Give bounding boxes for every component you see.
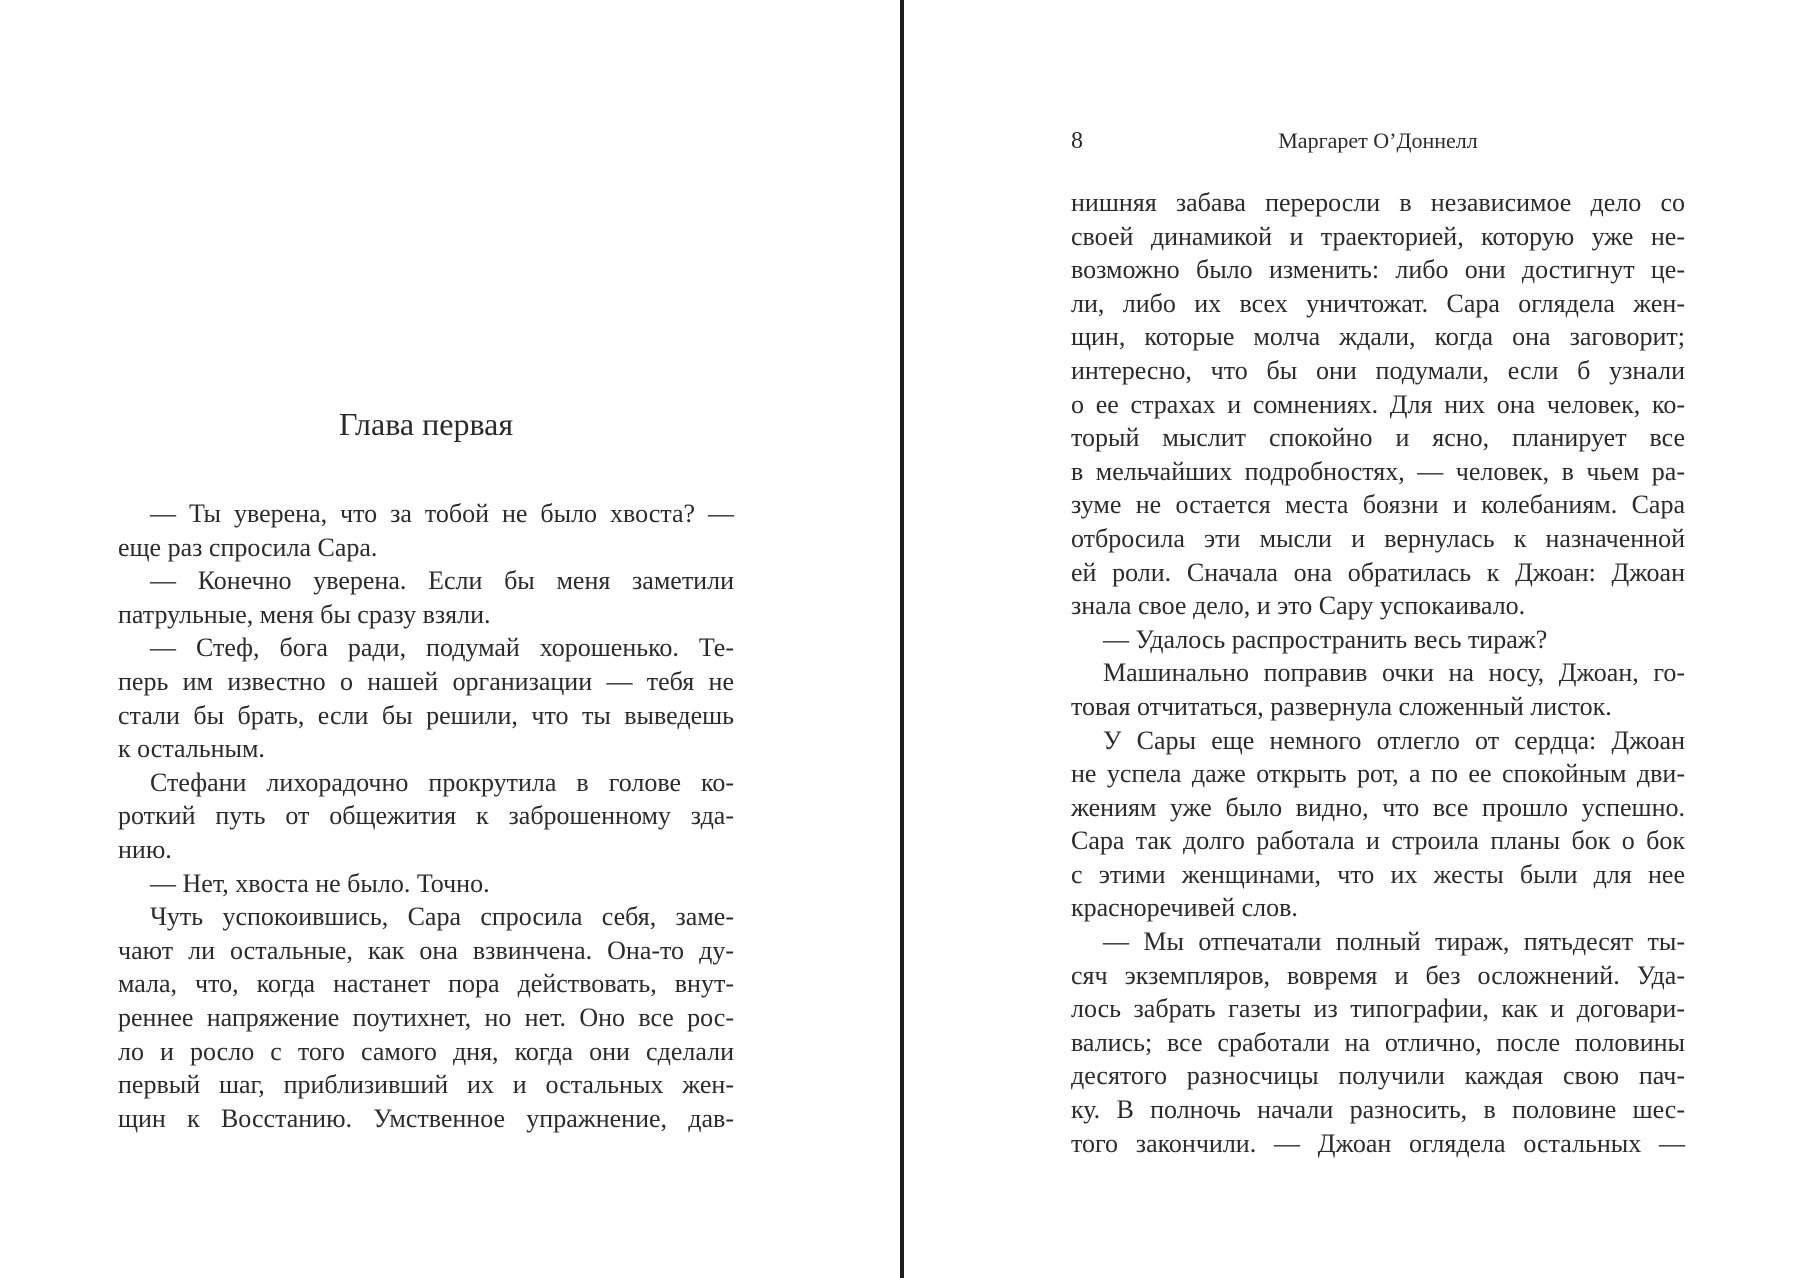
text-line: стали бы брать, если бы решили, что ты выведешь	[118, 700, 734, 730]
right-page-body	[1071, 186, 1685, 1160]
text-line: жениям уже было видно, что все прошло успешно.	[1071, 792, 1685, 822]
text-line: мала, что, когда настанет пора действовать, внут-	[118, 969, 734, 999]
text-line: ку. В полночь начали разносить, в половине шес-	[1071, 1095, 1685, 1125]
text-line: — Удалось распространить весь тираж?	[1103, 624, 1548, 654]
text-line: — Ты уверена, что за тобой не было хвоста? —	[150, 499, 734, 528]
text-line: вались; все сработали на отлично, после половины	[1071, 1027, 1685, 1057]
text-line: лось забрать газеты из типографии, как и договари-	[1071, 994, 1685, 1024]
text-line: сяч экземпляров, вовремя и без осложнений. Уда-	[1071, 960, 1685, 990]
text-line: нию.	[118, 834, 172, 864]
text-line: Стефани лихорадочно прокрутила в голове ко-	[150, 767, 734, 797]
text-line: первый шаг, приблизивший их и остальных жен-	[118, 1070, 734, 1100]
text-line: роткий путь от общежития к заброшенному зда-	[118, 801, 734, 831]
text-line: знала свое дело, и это Сару успокаивало.	[1071, 591, 1526, 621]
text-line: щин к Восстанию. Умственное упражнение, дав-	[118, 1103, 734, 1133]
text-line: еще раз спросила Сара.	[118, 532, 378, 562]
text-line: красноречивей слов.	[1071, 893, 1298, 923]
text-line: о ее страхах и сомнениях. Для них она человек, ко-	[1071, 389, 1685, 419]
text-line: интересно, что бы они подумали, если б узнали	[1071, 355, 1685, 385]
text-line: Чуть успокоившись, Сара спросила себя, заме-	[150, 902, 734, 932]
text-line: товая отчитаться, развернула сложенный листок.	[1071, 691, 1612, 721]
text-line: патрульные, меня бы сразу взяли.	[118, 599, 491, 629]
text-line: ли, либо их всех уничтожат. Сара оглядела жен-	[1071, 288, 1685, 318]
text-line: реннее напряжение поутихнет, но нет. Оно все рос-	[118, 1002, 734, 1032]
text-line: Сара так долго работала и строила планы бок о бок	[1071, 826, 1685, 856]
text-line: — Стеф, бога ради, подумай хорошенько. Те-	[150, 633, 734, 663]
text-line: того закончили. — Джоан оглядела остальных —	[1071, 1128, 1685, 1158]
text-line: нишняя забава переросли в независимое дело со	[1071, 188, 1685, 217]
left-page-body	[118, 497, 734, 1135]
text-line: перь им известно о нашей организации — тебя не	[118, 666, 734, 696]
text-line: щин, которые молча ждали, когда она заговорит;	[1071, 322, 1685, 352]
text-line: в мельчайших подробностях, — человек, в чьем ра-	[1071, 456, 1685, 486]
text-line: зуме не остается места боязни и колебаниям. Сара	[1071, 490, 1685, 520]
text-line: — Мы отпечатали полный тираж, пятьдесят ты-	[1103, 927, 1685, 957]
text-line: У Сары еще немного отлегло от сердца: Джоан	[1103, 725, 1685, 755]
text-line: возможно было изменить: либо они достигнут це-	[1071, 255, 1685, 285]
text-line: ло и росло с того самого дня, когда они сделали	[118, 1036, 734, 1066]
text-line: торый мыслит спокойно и ясно, планирует все	[1071, 423, 1685, 453]
running-head-author: Маргарет О’Доннелл	[1278, 128, 1478, 153]
text-line: чают ли остальные, как она взвинчена. Она-то ду-	[118, 935, 734, 965]
text-line: с этими женщинами, что их жесты были для нее	[1071, 859, 1685, 889]
text-line: своей динамикой и траекторией, которую уже не-	[1071, 221, 1685, 251]
right-page	[904, 0, 1801, 1278]
text-line: Машинально поправив очки на носу, Джоан, го-	[1103, 658, 1685, 688]
left-page	[0, 0, 900, 1278]
page-number: 8	[1071, 128, 1083, 154]
text-line: отбросила эти мысли и вернулась к назначенной	[1071, 523, 1685, 553]
text-line: не успела даже открыть рот, а по ее спокойным дви-	[1071, 759, 1685, 789]
text-line: к остальным.	[118, 734, 265, 764]
chapter-title: Глава первая	[338, 406, 514, 442]
running-head	[1071, 124, 1685, 158]
text-line: ей роли. Сначала она обратилась к Джоан: Джоан	[1071, 557, 1685, 587]
text-line: — Нет, хвоста не было. Точно.	[150, 868, 490, 898]
text-line: десятого разносчицы получили каждая свою пач-	[1071, 1061, 1685, 1091]
text-line: — Конечно уверена. Если бы меня заметили	[150, 566, 734, 596]
